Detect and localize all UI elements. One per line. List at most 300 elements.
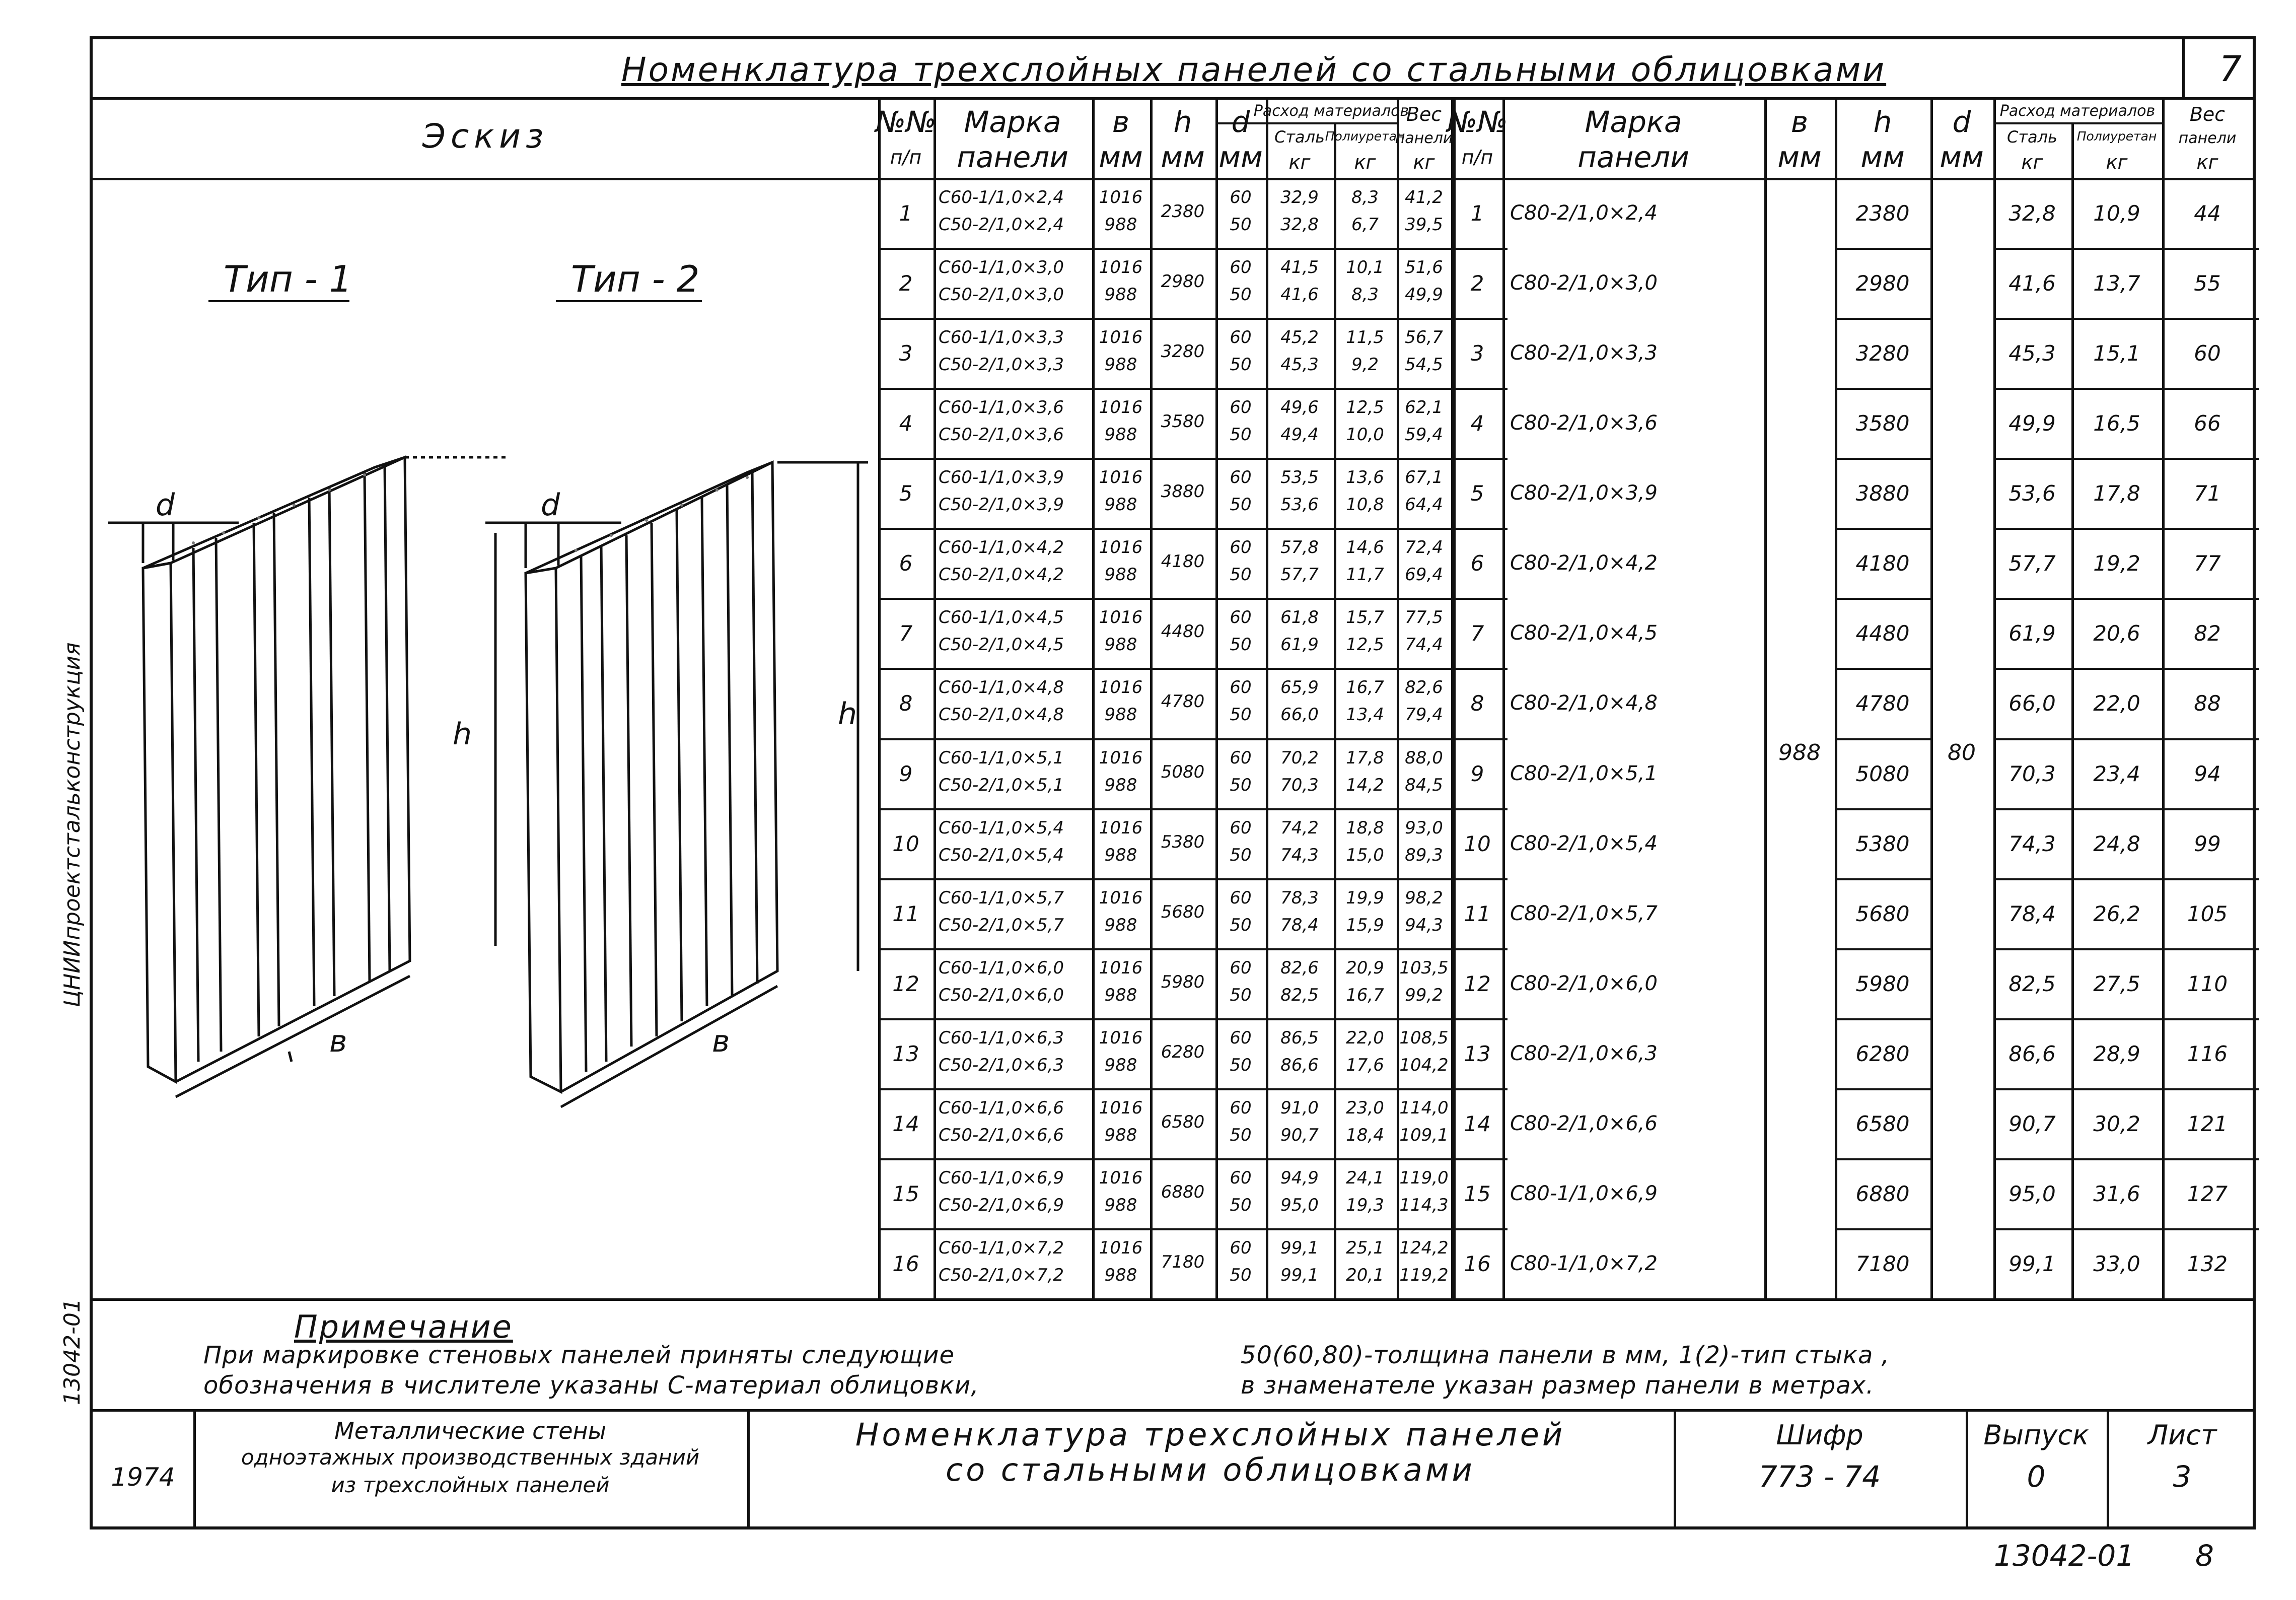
steel-value: 90,7	[2008, 1111, 2056, 1136]
b-lower: 988	[1104, 985, 1137, 1005]
side-code-text: 13042-01	[59, 1298, 85, 1405]
row-line	[878, 1018, 1508, 1020]
h-value: 6580	[1161, 1111, 1205, 1132]
th-d-unit: мм	[1218, 140, 1263, 174]
mark: С80-2/1,0×5,1	[1510, 761, 1658, 785]
row-line	[1835, 1088, 1930, 1090]
th-h-unit: мм	[1161, 140, 1205, 174]
row-num: 1	[1470, 201, 1484, 226]
pu-lower: 14,2	[1346, 775, 1384, 795]
steel-upper: 82,6	[1280, 957, 1319, 978]
pu-value: 16,5	[2093, 411, 2140, 436]
h-value: 2380	[1855, 201, 1910, 226]
steel-lower: 66,0	[1280, 705, 1319, 725]
th-weight-sub: панели	[2178, 129, 2237, 147]
row-line	[1835, 948, 1930, 950]
b-common: 988	[1778, 740, 1821, 766]
row-line	[1993, 1228, 2259, 1230]
mark: С80-1/1,0×7,2	[1510, 1251, 1658, 1275]
d-lower: 50	[1230, 355, 1252, 375]
stamp-project-l3: из трехслойных панелей	[331, 1473, 610, 1497]
row-line	[1993, 878, 2259, 880]
steel-upper: 57,8	[1280, 537, 1319, 558]
stamp-line	[1966, 1409, 1968, 1526]
mark: С80-2/1,0×5,4	[1510, 831, 1658, 855]
side-org-text: ЦНИИпроектстальконструкция	[59, 642, 85, 1007]
steel-lower: 45,3	[1280, 355, 1319, 375]
col-line	[1835, 97, 1837, 1298]
h-value: 6580	[1855, 1111, 1910, 1136]
row-line	[1835, 668, 1930, 670]
mark-lower: С50-2/1,0×5,1	[939, 775, 1064, 795]
row-line	[1835, 808, 1930, 810]
footer-code: 13042-01	[1994, 1539, 2135, 1573]
row-line	[1993, 948, 2259, 950]
b-lower: 988	[1104, 775, 1137, 795]
weight-upper: 72,4	[1405, 537, 1443, 558]
row-num: 2	[1470, 271, 1484, 296]
d-upper: 60	[1230, 677, 1252, 698]
stamp-line	[2107, 1409, 2109, 1526]
b-upper: 1016	[1099, 537, 1143, 558]
row-num: 13	[1464, 1041, 1491, 1066]
mark-lower: С50-2/1,0×5,7	[939, 915, 1064, 935]
note-line-1a: При маркировке стеновых панелей приняты следующие	[203, 1341, 955, 1369]
stamp-project-l2: одноэтажных производственных зданий	[241, 1445, 700, 1470]
b-upper: 1016	[1099, 187, 1143, 207]
pu-lower: 17,6	[1346, 1055, 1384, 1075]
pu-upper: 13,6	[1346, 467, 1384, 488]
row-line	[1835, 1228, 1930, 1230]
row-num: 7	[1470, 621, 1484, 646]
col-line	[1215, 97, 1218, 1298]
h-value: 3280	[1855, 341, 1910, 366]
row-num: 11	[1464, 901, 1491, 926]
stamp-sheet: 3	[2173, 1459, 2192, 1494]
type1-label: Тип - 1	[224, 258, 352, 300]
weight-lower: 59,4	[1405, 425, 1443, 445]
th-consumption: Расход материалов	[1253, 102, 1409, 120]
mark-upper: С60-1/1,0×7,2	[939, 1237, 1064, 1258]
mark: С80-2/1,0×4,8	[1510, 691, 1658, 715]
steel-lower: 99,1	[1280, 1265, 1319, 1285]
mark-upper: С60-1/1,0×4,2	[939, 537, 1064, 558]
row-num: 10	[1464, 831, 1491, 856]
row-line	[1835, 458, 1930, 460]
steel-value: 95,0	[2008, 1181, 2056, 1206]
weight-lower: 74,4	[1405, 635, 1443, 655]
pu-value: 22,0	[2093, 691, 2140, 716]
steel-lower: 49,4	[1280, 425, 1319, 445]
dim-b-label-2: в	[712, 1024, 730, 1059]
pu-lower: 9,2	[1351, 355, 1379, 375]
pu-upper: 14,6	[1346, 537, 1384, 558]
dim-b-label-1: в	[329, 1024, 347, 1059]
stamp-line	[1674, 1409, 1676, 1526]
dim-h-label-2: h	[838, 697, 857, 732]
mark-upper: С60-1/1,0×5,4	[939, 817, 1064, 838]
d-upper: 60	[1230, 607, 1252, 628]
pu-value: 19,2	[2093, 551, 2140, 576]
mark-lower: С50-2/1,0×4,8	[939, 705, 1064, 725]
mark-upper: С60-1/1,0×5,1	[939, 747, 1064, 768]
row-line	[1993, 668, 2259, 670]
row-num: 3	[899, 341, 913, 366]
row-line	[1993, 248, 2259, 250]
mark-upper: С60-1/1,0×3,3	[939, 327, 1064, 348]
b-lower: 988	[1104, 845, 1137, 865]
h-value: 2980	[1161, 271, 1205, 292]
row-line	[1835, 388, 1930, 390]
pu-lower: 18,4	[1346, 1125, 1384, 1145]
pu-lower: 15,9	[1346, 915, 1384, 935]
row-line	[1835, 1158, 1930, 1160]
d-lower: 50	[1230, 1195, 1252, 1215]
th-pu-unit: кг	[1354, 151, 1376, 173]
d-upper: 60	[1230, 957, 1252, 978]
steel-upper: 94,9	[1280, 1167, 1319, 1188]
mark-upper: С60-1/1,0×3,6	[939, 397, 1064, 418]
mark-lower: С50-2/1,0×6,9	[939, 1195, 1064, 1215]
pu-value: 24,8	[2093, 831, 2140, 856]
steel-upper: 49,6	[1280, 397, 1319, 418]
dim-d-label-2: d	[541, 488, 560, 523]
steel-value: 86,6	[2008, 1041, 2056, 1066]
th-pu: Полиуретан	[1325, 129, 1405, 144]
row-line	[878, 738, 1508, 740]
steel-upper: 74,2	[1280, 817, 1319, 838]
weight-upper: 67,1	[1405, 467, 1443, 488]
weight-upper: 41,2	[1405, 187, 1443, 207]
mark: С80-2/1,0×6,6	[1510, 1111, 1658, 1135]
pu-lower: 16,7	[1346, 985, 1384, 1005]
weight-lower: 79,4	[1405, 705, 1443, 725]
pu-upper: 11,5	[1346, 327, 1384, 348]
pu-upper: 10,1	[1346, 257, 1384, 278]
weight-upper: 77,5	[1405, 607, 1443, 628]
row-line	[1993, 1158, 2259, 1160]
d-lower: 50	[1230, 495, 1252, 515]
b-lower: 988	[1104, 495, 1137, 515]
d-lower: 50	[1230, 705, 1252, 725]
th-steel-unit: кг	[2021, 151, 2043, 173]
mark-upper: С60-1/1,0×4,5	[939, 607, 1064, 628]
h-value: 5380	[1161, 831, 1205, 852]
pu-value: 15,1	[2093, 341, 2140, 366]
b-lower: 988	[1104, 705, 1137, 725]
weight-lower: 119,2	[1399, 1265, 1449, 1285]
table-bottom-line	[93, 1298, 2253, 1301]
drawing-sheet	[90, 36, 2256, 1529]
d-common: 80	[1948, 740, 1976, 766]
mark-upper: С60-1/1,0×6,9	[939, 1167, 1064, 1188]
pu-upper: 12,5	[1346, 397, 1384, 418]
row-num: 13	[892, 1041, 919, 1066]
steel-lower: 95,0	[1280, 1195, 1319, 1215]
col-line	[878, 97, 881, 1298]
d-lower: 50	[1230, 635, 1252, 655]
pu-upper: 22,0	[1346, 1027, 1384, 1048]
th-mark-sub: панели	[957, 140, 1068, 174]
steel-lower: 78,4	[1280, 915, 1319, 935]
steel-lower: 82,5	[1280, 985, 1319, 1005]
row-line	[1835, 878, 1930, 880]
pu-value: 20,6	[2093, 621, 2140, 646]
note-line-1b: 50(60,80)-толщина панели в мм, 1(2)-тип стыка ,	[1241, 1341, 1890, 1369]
h-value: 4180	[1855, 551, 1910, 576]
d-lower: 50	[1230, 985, 1252, 1005]
d-lower: 50	[1230, 565, 1252, 585]
pu-upper: 8,3	[1351, 187, 1379, 207]
b-lower: 988	[1104, 1195, 1137, 1215]
weight-value: 44	[2194, 201, 2221, 226]
b-lower: 988	[1104, 215, 1137, 235]
row-num: 14	[1464, 1111, 1491, 1136]
steel-lower: 70,3	[1280, 775, 1319, 795]
row-num: 6	[1470, 551, 1484, 576]
pu-value: 33,0	[2093, 1251, 2140, 1276]
row-num: 9	[1470, 761, 1484, 786]
stamp-year: 1974	[111, 1463, 175, 1492]
weight-upper: 82,6	[1405, 677, 1443, 698]
pu-value: 26,2	[2093, 901, 2140, 926]
row-num: 8	[899, 691, 913, 716]
col-line	[1930, 97, 1933, 1298]
h-value: 5080	[1855, 761, 1910, 786]
d-upper: 60	[1230, 397, 1252, 418]
pu-lower: 12,5	[1346, 635, 1384, 655]
row-line	[878, 528, 1508, 530]
weight-lower: 89,3	[1405, 845, 1443, 865]
pu-upper: 18,8	[1346, 817, 1384, 838]
row-num: 1	[899, 201, 913, 226]
th-steel: Сталь	[1274, 127, 1325, 147]
footer-page: 8	[2195, 1539, 2214, 1573]
th-mark-sub: панели	[1577, 140, 1689, 174]
d-upper: 60	[1230, 1027, 1252, 1048]
steel-value: 78,4	[2008, 901, 2056, 926]
col-line	[1266, 97, 1268, 1298]
pu-lower: 8,3	[1351, 285, 1379, 305]
th-consumption: Расход материалов	[1999, 102, 2156, 120]
col-line	[2162, 97, 2165, 1298]
mark: С80-1/1,0×6,9	[1510, 1181, 1658, 1205]
d-upper: 60	[1230, 537, 1252, 558]
steel-lower: 53,6	[1280, 495, 1319, 515]
b-upper: 1016	[1099, 327, 1143, 348]
mark-upper: С60-1/1,0×4,8	[939, 677, 1064, 698]
pu-lower: 20,1	[1346, 1265, 1384, 1285]
row-num: 12	[892, 971, 919, 996]
steel-lower: 61,9	[1280, 635, 1319, 655]
pu-value: 17,8	[2093, 481, 2140, 506]
th-num-sub: п/п	[890, 146, 922, 168]
mark-upper: С60-1/1,0×6,0	[939, 957, 1064, 978]
d-lower: 50	[1230, 1125, 1252, 1145]
th-d: d	[1231, 105, 1250, 139]
weight-value: 94	[2194, 761, 2221, 786]
pu-value: 27,5	[2093, 971, 2140, 996]
mark-upper: С60-1/1,0×3,0	[939, 257, 1064, 278]
b-upper: 1016	[1099, 957, 1143, 978]
h-value: 7180	[1161, 1251, 1205, 1272]
th-b-unit: мм	[1099, 140, 1143, 174]
mark-lower: С50-2/1,0×3,9	[939, 495, 1064, 515]
weight-lower: 114,3	[1399, 1195, 1449, 1215]
d-lower: 50	[1230, 425, 1252, 445]
b-lower: 988	[1104, 1265, 1137, 1285]
th-pu: Полиуретан	[2076, 129, 2157, 144]
th-weight: Вес	[2189, 103, 2226, 125]
steel-value: 70,3	[2008, 761, 2056, 786]
th-num-sub: п/п	[1461, 146, 1493, 168]
steel-upper: 86,5	[1280, 1027, 1319, 1048]
pu-lower: 19,3	[1346, 1195, 1384, 1215]
weight-lower: 94,3	[1405, 915, 1443, 935]
h-value: 6880	[1161, 1181, 1205, 1202]
stamp-code-label: Шифр	[1776, 1419, 1863, 1451]
pu-value: 10,9	[2093, 201, 2140, 226]
th-h: h	[1173, 105, 1192, 139]
th-weight: Вес	[1406, 103, 1442, 125]
b-upper: 1016	[1099, 747, 1143, 768]
sheetno-divider	[2182, 39, 2185, 97]
row-line	[1993, 1088, 2259, 1090]
row-num: 10	[892, 831, 919, 856]
mark-lower: С50-2/1,0×4,2	[939, 565, 1064, 585]
weight-upper: 56,7	[1405, 327, 1443, 348]
row-line	[1835, 318, 1930, 320]
weight-lower: 49,9	[1405, 285, 1443, 305]
stamp-title-l2: со стальными облицовками	[946, 1451, 1475, 1488]
steel-value: 41,6	[2008, 271, 2056, 296]
weight-value: 127	[2187, 1181, 2228, 1206]
weight-value: 121	[2187, 1111, 2228, 1136]
h-value: 3280	[1161, 341, 1205, 362]
weight-lower: 39,5	[1405, 215, 1443, 235]
weight-upper: 88,0	[1405, 747, 1443, 768]
col-line	[1334, 122, 1336, 1298]
b-upper: 1016	[1099, 817, 1143, 838]
d-upper: 60	[1230, 1097, 1252, 1118]
steel-lower: 41,6	[1280, 285, 1319, 305]
row-line	[878, 948, 1508, 950]
note-line-2b: в знаменателе указан размер панели в метрах.	[1241, 1371, 1875, 1400]
mark-upper: С60-1/1,0×2,4	[939, 187, 1064, 207]
steel-upper: 41,5	[1280, 257, 1319, 278]
b-lower: 988	[1104, 285, 1137, 305]
pu-upper: 25,1	[1346, 1237, 1384, 1258]
h-value: 3580	[1161, 411, 1205, 432]
mark-upper: С60-1/1,0×5,7	[939, 887, 1064, 908]
row-line	[878, 1088, 1508, 1090]
stamp-issue: 0	[2027, 1459, 2046, 1494]
weight-value: 66	[2194, 411, 2221, 436]
mark-upper: С60-1/1,0×6,3	[939, 1027, 1064, 1048]
row-line	[878, 458, 1508, 460]
pu-lower: 15,0	[1346, 845, 1384, 865]
col-line	[934, 97, 936, 1298]
row-num: 11	[892, 901, 919, 926]
row-line	[1835, 1018, 1930, 1020]
th-mark: Марка	[1585, 105, 1682, 139]
steel-upper: 91,0	[1280, 1097, 1319, 1118]
th-b-unit: мм	[1777, 140, 1822, 174]
row-num: 16	[892, 1251, 919, 1276]
weight-lower: 104,2	[1399, 1055, 1449, 1075]
row-line	[878, 388, 1508, 390]
h-value: 4780	[1855, 691, 1910, 716]
d-lower: 50	[1230, 215, 1252, 235]
b-upper: 1016	[1099, 467, 1143, 488]
mark-lower: С50-2/1,0×3,3	[939, 355, 1064, 375]
b-upper: 1016	[1099, 397, 1143, 418]
b-lower: 988	[1104, 425, 1137, 445]
th-weight-unit: кг	[2196, 151, 2218, 173]
steel-lower: 57,7	[1280, 565, 1319, 585]
mark: С80-2/1,0×6,0	[1510, 971, 1658, 995]
row-line	[878, 878, 1508, 880]
weight-value: 116	[2187, 1041, 2228, 1066]
steel-lower: 74,3	[1280, 845, 1319, 865]
weight-value: 110	[2187, 971, 2228, 996]
weight-lower: 54,5	[1405, 355, 1443, 375]
mark: С80-2/1,0×3,0	[1510, 271, 1658, 295]
steel-upper: 45,2	[1280, 327, 1319, 348]
d-lower: 50	[1230, 285, 1252, 305]
weight-value: 132	[2187, 1251, 2228, 1276]
weight-lower: 84,5	[1405, 775, 1443, 795]
h-value: 4480	[1161, 621, 1205, 642]
steel-lower: 86,6	[1280, 1055, 1319, 1075]
mark-lower: С50-2/1,0×6,3	[939, 1055, 1064, 1075]
pu-lower: 11,7	[1346, 565, 1384, 585]
th-num: №№	[1447, 105, 1508, 139]
col-line	[1993, 97, 1996, 1298]
col-line	[1764, 97, 1767, 1298]
row-line	[878, 248, 1508, 250]
row-line	[878, 598, 1508, 600]
mark-upper: С60-1/1,0×3,9	[939, 467, 1064, 488]
row-line	[878, 318, 1508, 320]
col-line	[1502, 97, 1505, 1298]
weight-lower: 99,2	[1405, 985, 1443, 1005]
row-num: 7	[899, 621, 913, 646]
weight-lower: 109,1	[1399, 1125, 1449, 1145]
h-value: 2380	[1161, 201, 1205, 222]
pu-upper: 19,9	[1346, 887, 1384, 908]
b-lower: 988	[1104, 355, 1137, 375]
mark: С80-2/1,0×3,9	[1510, 481, 1658, 505]
th-mark: Марка	[964, 105, 1061, 139]
row-num: 4	[899, 411, 913, 436]
th-steel-unit: кг	[1288, 151, 1311, 173]
h-value: 5380	[1855, 831, 1910, 856]
pu-value: 30,2	[2093, 1111, 2140, 1136]
mark: С80-2/1,0×2,4	[1510, 201, 1658, 225]
steel-value: 49,9	[2008, 411, 2056, 436]
row-num: 3	[1470, 341, 1484, 366]
b-upper: 1016	[1099, 1027, 1143, 1048]
sketch-heading: Эскиз	[422, 117, 549, 156]
d-lower: 50	[1230, 1055, 1252, 1075]
th-pu-unit: кг	[2106, 151, 2128, 173]
row-num: 16	[1464, 1251, 1491, 1276]
weight-upper: 119,0	[1399, 1167, 1449, 1188]
row-line	[878, 1228, 1508, 1230]
b-upper: 1016	[1099, 1167, 1143, 1188]
stamp-project-l1: Металлические стены	[334, 1417, 606, 1444]
